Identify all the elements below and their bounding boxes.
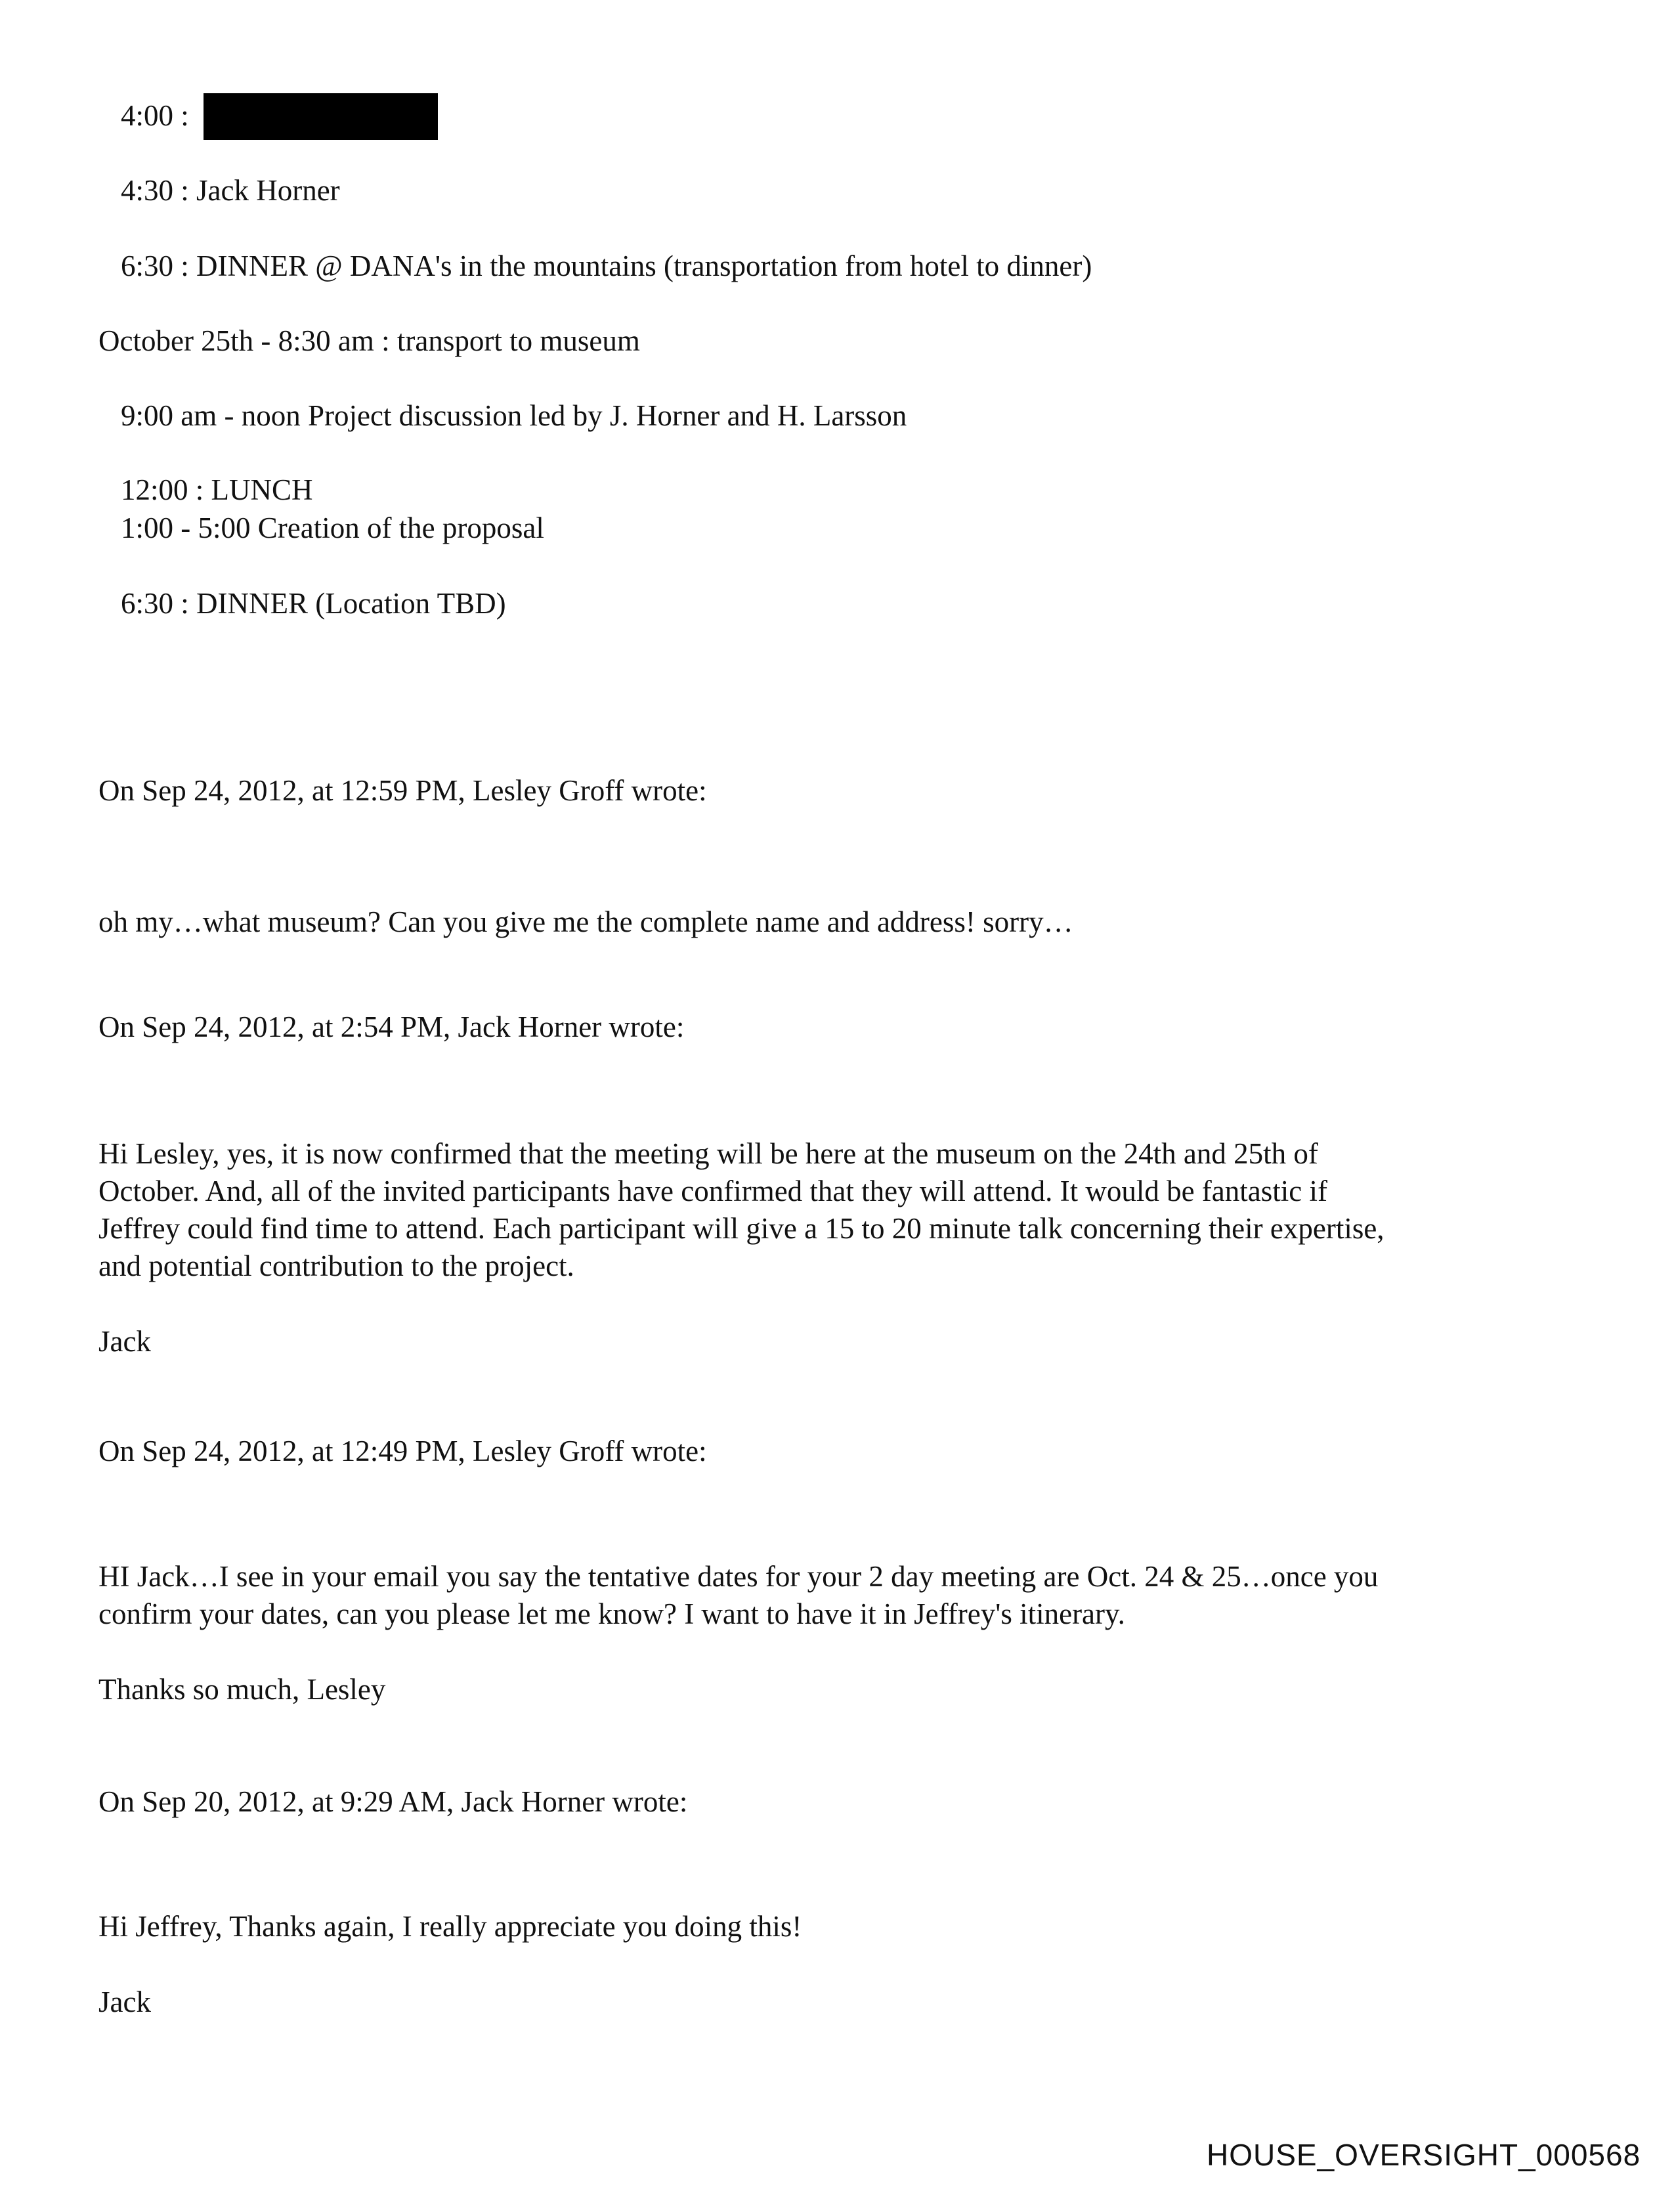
schedule-item-6-30-dinner: 6:30 : DINNER @ DANA's in the mountains (transportation from hotel to dinner) bbox=[121, 249, 1092, 282]
schedule-item-4-00: 4:00 : bbox=[121, 99, 189, 132]
schedule-oct25-discussion: 9:00 am - noon Project discussion led by J. Horner and H. Larsson bbox=[121, 399, 907, 432]
email-signoff-3: Thanks so much, Lesley bbox=[98, 1673, 386, 1706]
schedule-item-4-30: 4:30 : Jack Horner bbox=[121, 174, 340, 207]
schedule-oct25-lunch: 12:00 : LUNCH bbox=[121, 473, 313, 506]
email-header-3: On Sep 24, 2012, at 12:49 PM, Lesley Groff wrote: bbox=[98, 1435, 707, 1467]
schedule-oct25-transport: October 25th - 8:30 am : transport to museum bbox=[98, 324, 640, 357]
email-signoff-2: Jack bbox=[98, 1325, 151, 1358]
email-body-1: oh my…what museum? Can you give me the complete name and address! sorry… bbox=[98, 905, 1073, 938]
email-body-4: Hi Jeffrey, Thanks again, I really appreciate you doing this! bbox=[98, 1910, 802, 1943]
schedule-oct25-proposal: 1:00 - 5:00 Creation of the proposal bbox=[121, 511, 544, 544]
email-body-2-line-4: and potential contribution to the project. bbox=[98, 1249, 574, 1282]
schedule-oct25-dinner: 6:30 : DINNER (Location TBD) bbox=[121, 587, 506, 620]
email-body-2-line-2: October. And, all of the invited participants have confirmed that they will attend. It would be fantastic if bbox=[98, 1175, 1327, 1207]
email-header-4: On Sep 20, 2012, at 9:29 AM, Jack Horner wrote: bbox=[98, 1785, 688, 1818]
email-body-3-line-1: HI Jack…I see in your email you say the tentative dates for your 2 day meeting are Oct. 24 & 25…once you bbox=[98, 1560, 1379, 1593]
bates-number: HOUSE_OVERSIGHT_000568 bbox=[1207, 2138, 1641, 2172]
email-header-2: On Sep 24, 2012, at 2:54 PM, Jack Horner wrote: bbox=[98, 1010, 685, 1043]
email-body-3-line-2: confirm your dates, can you please let me know? I want to have it in Jeffrey's itinerary. bbox=[98, 1597, 1125, 1630]
email-header-1: On Sep 24, 2012, at 12:59 PM, Lesley Groff wrote: bbox=[98, 774, 707, 807]
email-body-2-line-3: Jeffrey could find time to attend. Each participant will give a 15 to 20 minute talk concerning their expertise, bbox=[98, 1212, 1384, 1245]
redaction-box bbox=[204, 93, 438, 140]
email-body-2-line-1: Hi Lesley, yes, it is now confirmed that the meeting will be here at the museum on the 24th and 25th of bbox=[98, 1137, 1318, 1170]
email-signoff-4: Jack bbox=[98, 1985, 151, 2018]
